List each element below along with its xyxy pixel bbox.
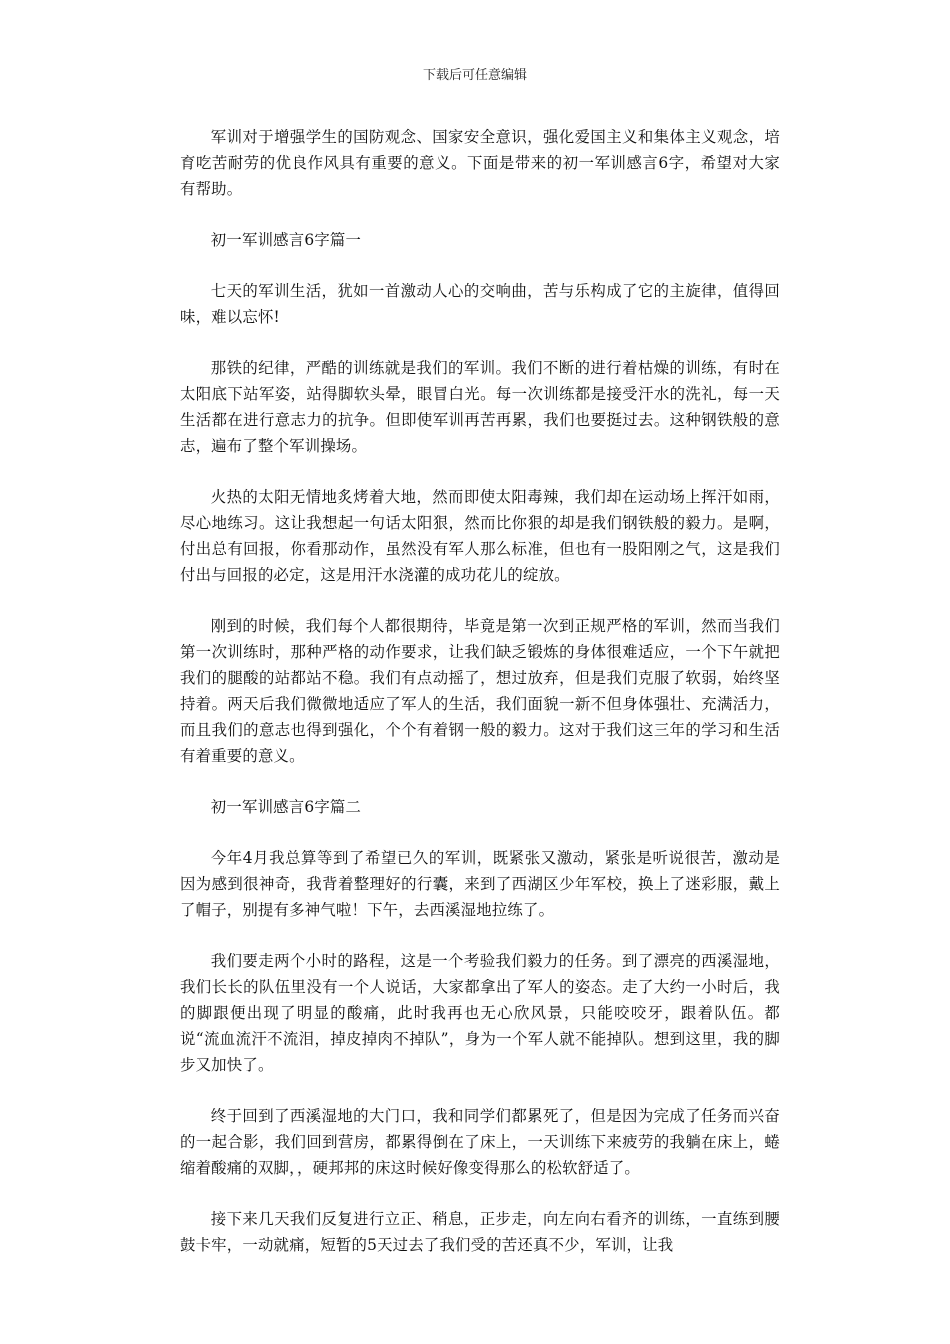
paragraph: 七天的军训生活，犹如一首激动人心的交响曲，苦与乐构成了它的主旋律，值得回味，难以忘怀! <box>180 282 780 326</box>
paragraph: 接下来几天我们反复进行立正、稍息，正步走，向左向右看齐的训练，一直练到腰鼓卡牢，一动就痛，短暂的5天过去了我们受的苦还真不少，军训，让我 <box>180 1210 780 1254</box>
section-heading-2: 初一军训感言6字篇二 <box>210 798 362 816</box>
paragraph: 火热的太阳无情地炙烤着大地，然而即使太阳毒辣，我们却在运动场上挥汗如雨，尽心地练习。这让我想起一句话太阳狠，然而比你狠的却是我们钢铁般的毅力。是啊，付出总有回报，你看那动作，虽然没有军人那么标准，但也有一股阳刚之气，这是我们付出与回报的必定，这是用汗水浇灌的成功花儿的绽放。 <box>180 488 780 584</box>
document-body <box>180 124 780 1283</box>
paragraph: 那铁的纪律，严酷的训练就是我们的军训。我们不断的进行着枯燥的训练，有时在太阳底下站军姿，站得脚软头晕，眼冒白光。每一次训练都是接受汗水的洗礼，每一天生活都在进行意志力的抗争。但即使军训再苦再累，我们也要挺过去。这种钢铁般的意志，遍布了整个军训操场。 <box>180 359 780 455</box>
page-header-note: 下载后可任意编辑 <box>422 68 527 83</box>
paragraph: 今年4月我总算等到了希望已久的军训，既紧张又激动，紧张是听说很苦，激动是因为感到很神奇，我背着整理好的行囊，来到了西湖区少年军校，换上了迷彩服，戴上了帽子，别提有多神气啦！下午，去西溪湿地拉练了。 <box>180 849 780 919</box>
paragraph: 刚到的时候，我们每个人都很期待，毕竟是第一次到正规严格的军训，然而当我们第一次训练时，那种严格的动作要求，让我们缺乏锻炼的身体很难适应，一个下午就把我们的腿酸的站都站不稳。我们有点动摇了，想过放弃，但是我们克服了软弱，始终坚持着。两天后我们微微地适应了军人的生活，我们面貌一新不但身体强壮、充满活力，而且我们的意志也得到强化，个个有着钢一般的毅力。这对于我们这三年的学习和生活有着重要的意义。 <box>180 617 780 765</box>
paragraph: 我们要走两个小时的路程，这是一个考验我们毅力的任务。到了漂亮的西溪湿地，我们长长的队伍里没有一个人说话，大家都拿出了军人的姿态。走了大约一小时后，我的脚跟便出现了明显的酸痛，此时我再也无心欣风景，只能咬咬牙，跟着队伍。都说“流血流汗不流泪，掉皮掉肉不掉队”，身为一个军人就不能掉队。想到这里，我的脚步又加快了。 <box>180 952 780 1074</box>
intro-paragraph: 军训对于增强学生的国防观念、国家安全意识，强化爱国主义和集体主义观念，培育吃苦耐劳的优良作风具有重要的意义。下面是带来的初一军训感言6字，希望对大家有帮助。 <box>180 128 780 198</box>
section-heading-1: 初一军训感言6字篇一 <box>210 231 362 249</box>
paragraph: 终于回到了西溪湿地的大门口，我和同学们都累死了，但是因为完成了任务而兴奋的一起合影，我们回到营房，都累得倒在了床上，一天训练下来疲劳的我躺在床上，蜷缩着酸痛的双脚，，硬邦邦的床这时候好像变得那么的松软舒适了。 <box>180 1107 780 1177</box>
